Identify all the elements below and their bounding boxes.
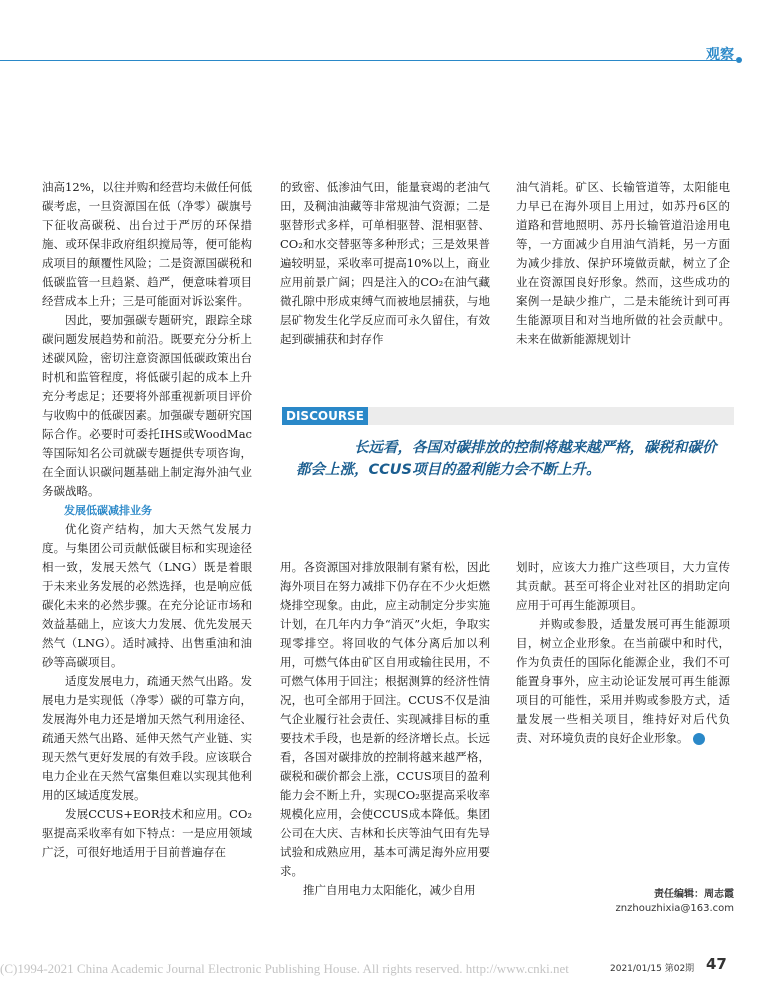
editor-email: znzhouzhixia@163.com [615, 903, 734, 914]
column-3-top [516, 178, 730, 349]
pull-quote-line: 都会上涨，CCUS项目的盈利能力会不断上升。 [296, 462, 601, 478]
column-3-bottom [516, 558, 730, 748]
col2-paragraph: 推广自用电力太阳能化，减少自用 [303, 883, 476, 897]
column-2-top [280, 178, 490, 349]
end-mark-icon [693, 733, 705, 745]
column-2-bottom [280, 558, 490, 900]
col1-paragraph: 油高12%，以往并购和经营均未做任何低碳考虑，一旦资源国在低（净零）碳旗号下征收高碳税、出台过于严厉的环保措施、或环保非政府组织搅局等，便可能构成项目的颠覆性风险；二是资源国碳税和低碳监管一旦趋紧、趋严，便意味着项目经营成本上升；三是可能面对诉讼案件。 [42, 180, 252, 308]
page-number: 47 [706, 955, 727, 973]
subheading-low-carbon: 发展低碳减排业务 [64, 504, 152, 517]
pull-quote-line: 长远看，各国对碳排放的控制将越来越严格，碳税和碳价 [354, 440, 717, 456]
col1-paragraph: 优化资产结构，加大天然气发展力度。与集团公司贡献低碳目标和实现途径相一致，发展天然气（LNG）既是着眼于未来业务发展的必然选择，也是响应低碳化未来的必然步骤。在充分论证市场和效益基础上，应该大力发展、优先发展天然气（LNG）。适时减持、出售重油和油砂等高碳项目。 [42, 522, 252, 669]
col2-paragraph: 的致密、低渗油气田，能量衰竭的老油气田，及稠油油藏等非常规油气资源；二是驱替形式多样，可单相驱替、混相驱替、CO₂和水交替驱等多种形式；三是效果普遍较明显，采收率可提高10%以上，商业应用前景广阔；四是注入的CO₂在油气藏微孔隙中形成束缚气而被地层捕获，与地层矿物发生化学反应而可永久留住，有效起到碳捕获和封存作 [280, 180, 490, 346]
header-rule [0, 60, 736, 61]
col1-paragraph: 因此，要加强碳专题研究，跟踪全球碳问题发展趋势和前沿。既要充分分析上述碳风险，密切注意资源国低碳政策出台时机和监管程度，将低碳引起的成本上升充分考虑足；还要将外部重视新项目评价与收购中的低碳因素。加强碳专题研究国际合作。必要时可委托IHS或WoodMac等国际知名公司就碳专题提供专项咨询，在全面认识碳问题基础上制定海外油气业务碳战略。 [42, 313, 252, 498]
pull-quote [296, 437, 728, 481]
column-1 [42, 178, 252, 862]
col3-last-text: 并购或参股，适量发展可再生能源项目，树立企业形象。在当前碳中和时代，作为负责任的国际化能源企业，我们不可能置身事外，应主动论证发展可再生能源项目的可能性，采用并购或参股方式，适量发展一些相关项目，维持好对后代负责、对环境负责的良好企业形象。 [516, 617, 730, 745]
editor-credit [616, 888, 734, 916]
issue-date: 2021/01/15 第02期 [610, 964, 695, 974]
discourse-label: DISCOURSE [282, 407, 368, 425]
col3-paragraph [516, 615, 730, 748]
col2-paragraph: 用。各资源国对排放限制有紧有松，因此海外项目在努力减排下仍存在不少火炬燃烧排空现象。由此，应主动制定分步实施计划，在几年内力争“消灭”火炬，争取实现零排空。将回收的气体分离后加以利用，可燃气体由矿区自用或输往民用，不可燃气体用于回注；根据测算的经济性情况，也可全部用于回注。CCUS不仅是油气企业履行社会责任、实现减排目标的重要技术手段，也是新的经济增长点。长远看，各国对碳排放的控制将越来越严格，碳税和碳价都会上涨，CCUS项目的盈利能力会不断上升，实现CO₂驱提高采收率规模化应用，会使CCUS成本降低。集团公司在大庆、吉林和长庆等油气田有先导试验和成熟应用，基本可满足海外应用要求。 [280, 560, 490, 878]
editor-name: 责任编辑：周志霞 [654, 889, 734, 900]
col1-paragraph: 适度发展电力，疏通天然气出路。发展电力是实现低（净零）碳的可靠方向，发展海外电力还是增加天然气利用途径、疏通天然气出路、延伸天然气产业链、实现天然气更好发展的有效手段。应该联合电力企业在天然气富集但难以实现其他利用的区域适度发展。 [42, 674, 252, 802]
col3-paragraph: 划时，应该大力推广这些项目，大力宣传其贡献。甚至可将企业对社区的捐助定向应用于可再生能源项目。 [516, 560, 730, 612]
header-dot [736, 57, 742, 63]
col1-paragraph: 发展CCUS+EOR技术和应用。CO₂驱提高采收率有如下特点：一是应用领域广泛，可很好地适用于目前普遍存在 [42, 807, 252, 859]
copyright-watermark: (C)1994-2021 China Academic Journal Electronic Publishing House. All rights reserved. http://www.cnki.net [0, 961, 569, 976]
section-title: 观察 [706, 47, 734, 63]
col3-paragraph: 油气消耗。矿区、长输管道等，太阳能电力早已在海外项目上用过，如苏丹6区的道路和营地照明、苏丹长输管道沿途用电等，一方面减少自用油气消耗，另一方面为减少排放、保护环境做贡献，树立了企业在资源国良好形象。然而，这些成功的案例一是缺少推广，二是未能统计到可再生能源项目和对当地所做的社会贡献中。未来在做新能源规划计 [516, 180, 730, 346]
